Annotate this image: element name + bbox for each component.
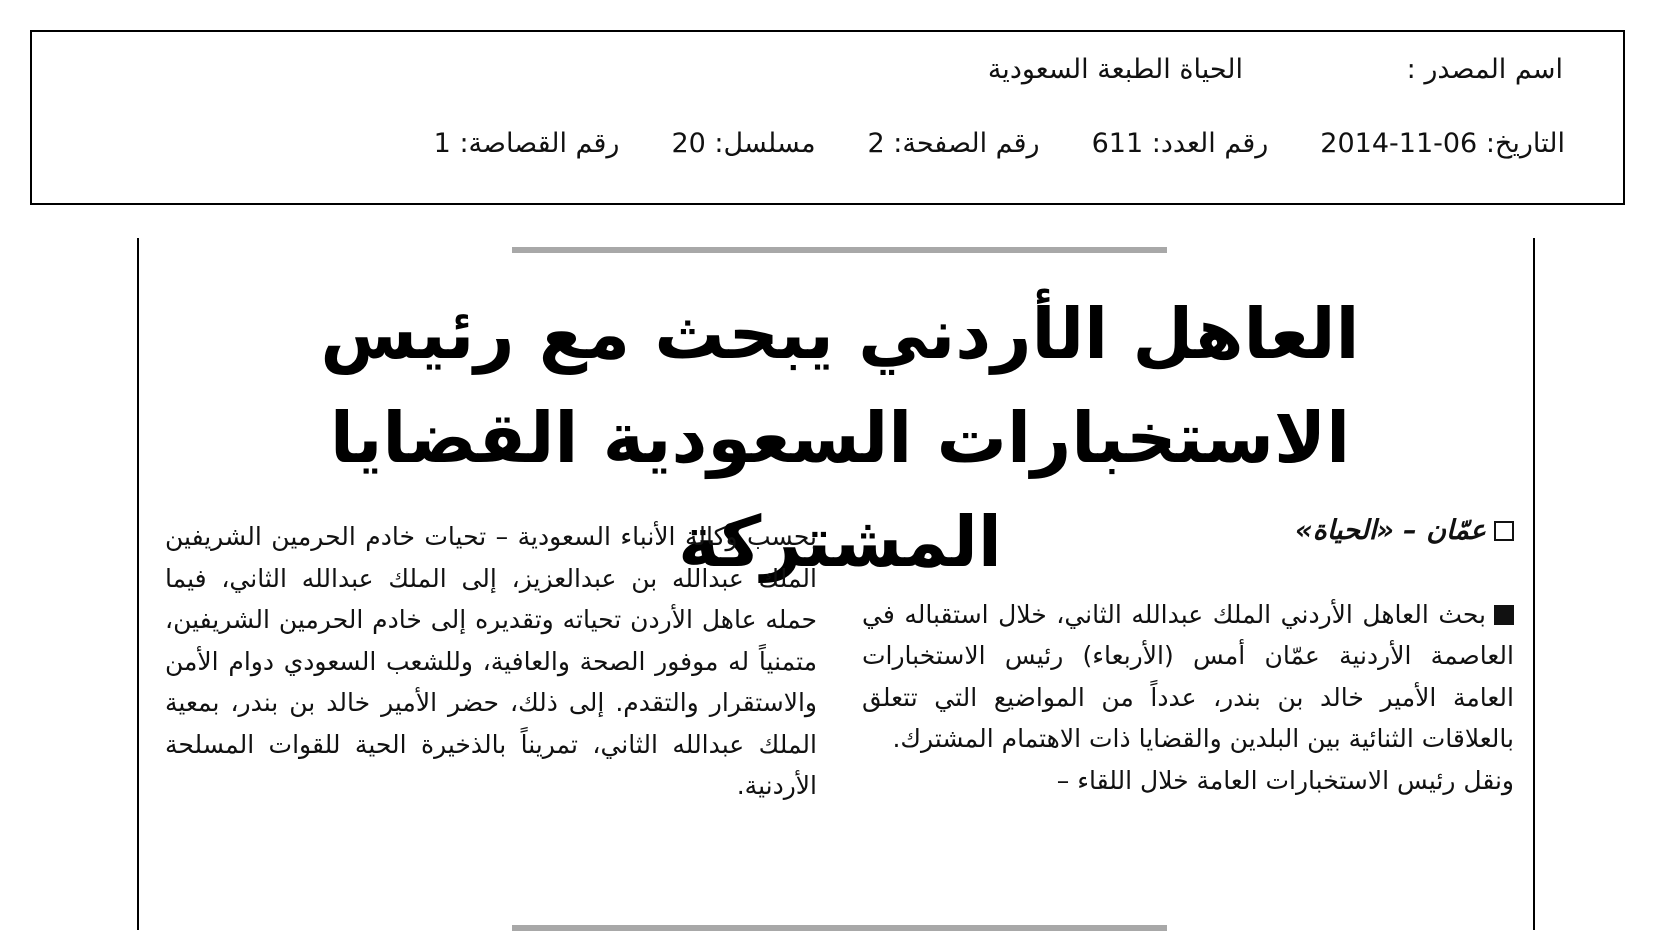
paragraph-1-text: بحث العاهل الأردني الملك عبدالله الثاني، خلال استقباله في العاصمة الأردنية عمّان أمس (الأربعاء) رئيس الاستخبارات العامة الأمير خالد بن بندر، عدداً من المواضيع التي تتعلق بالعلاقات الثنائية بين البلدين والقضايا ذات الاهتمام المشترك. — [862, 599, 1514, 753]
details-row — [382, 128, 1565, 159]
top-rule — [512, 247, 1167, 253]
source-label: اسم المصدر : — [1406, 54, 1563, 85]
right-border-line — [1533, 238, 1535, 930]
page-field: رقم الصفحة: 2 — [867, 128, 1040, 159]
open-square-icon — [1494, 521, 1514, 541]
filled-square-icon — [1494, 605, 1514, 625]
source-info-box — [30, 30, 1625, 205]
source-row — [92, 54, 1563, 94]
headline-line-2: الاستخبارات السعودية القضايا المشتركة — [329, 397, 1351, 583]
article-column-right — [862, 510, 1514, 801]
paragraph-1 — [862, 594, 1514, 760]
left-border-line — [137, 238, 139, 930]
paragraph-3 — [165, 516, 817, 807]
date-field: التاريخ: 06-11-2014 — [1320, 128, 1565, 159]
byline-text: عمّان – «الحياة» — [1295, 515, 1486, 546]
clipping-field: رقم القصاصة: 1 — [433, 128, 620, 159]
issue-field: رقم العدد: 611 — [1091, 128, 1269, 159]
serial-field: مسلسل: 20 — [671, 128, 816, 159]
byline — [862, 510, 1514, 552]
headline-line-1: العاهل الأردني يبحث مع رئيس — [320, 293, 1360, 375]
article-column-left — [165, 516, 817, 807]
source-value: الحياة الطبعة السعودية — [987, 54, 1243, 85]
bottom-rule — [512, 925, 1167, 931]
paragraph-3-text: بحسب وكالة الأنباء السعودية – تحيات خادم الحرمين الشريفين الملك عبدالله بن عبدالعزيز، إلى الملك عبدالله الثاني، فيما حمله عاهل الأردن تحياته وتقديره إلى خادم الحرمين الشريفين، متمنياً له موفور الصحة والعافية، وللشعب السعودي دوام الأمن والاستقرار والتقدم. إلى ذلك، حضر الأمير خالد بن بندر، بمعية الملك عبدالله الثاني، تمريناً بالذخيرة الحية للقوات المسلحة الأردنية. — [165, 522, 817, 800]
paragraph-2-text: ونقل رئيس الاستخبارات العامة خلال اللقاء – — [1056, 765, 1514, 795]
paragraph-2 — [862, 760, 1514, 802]
